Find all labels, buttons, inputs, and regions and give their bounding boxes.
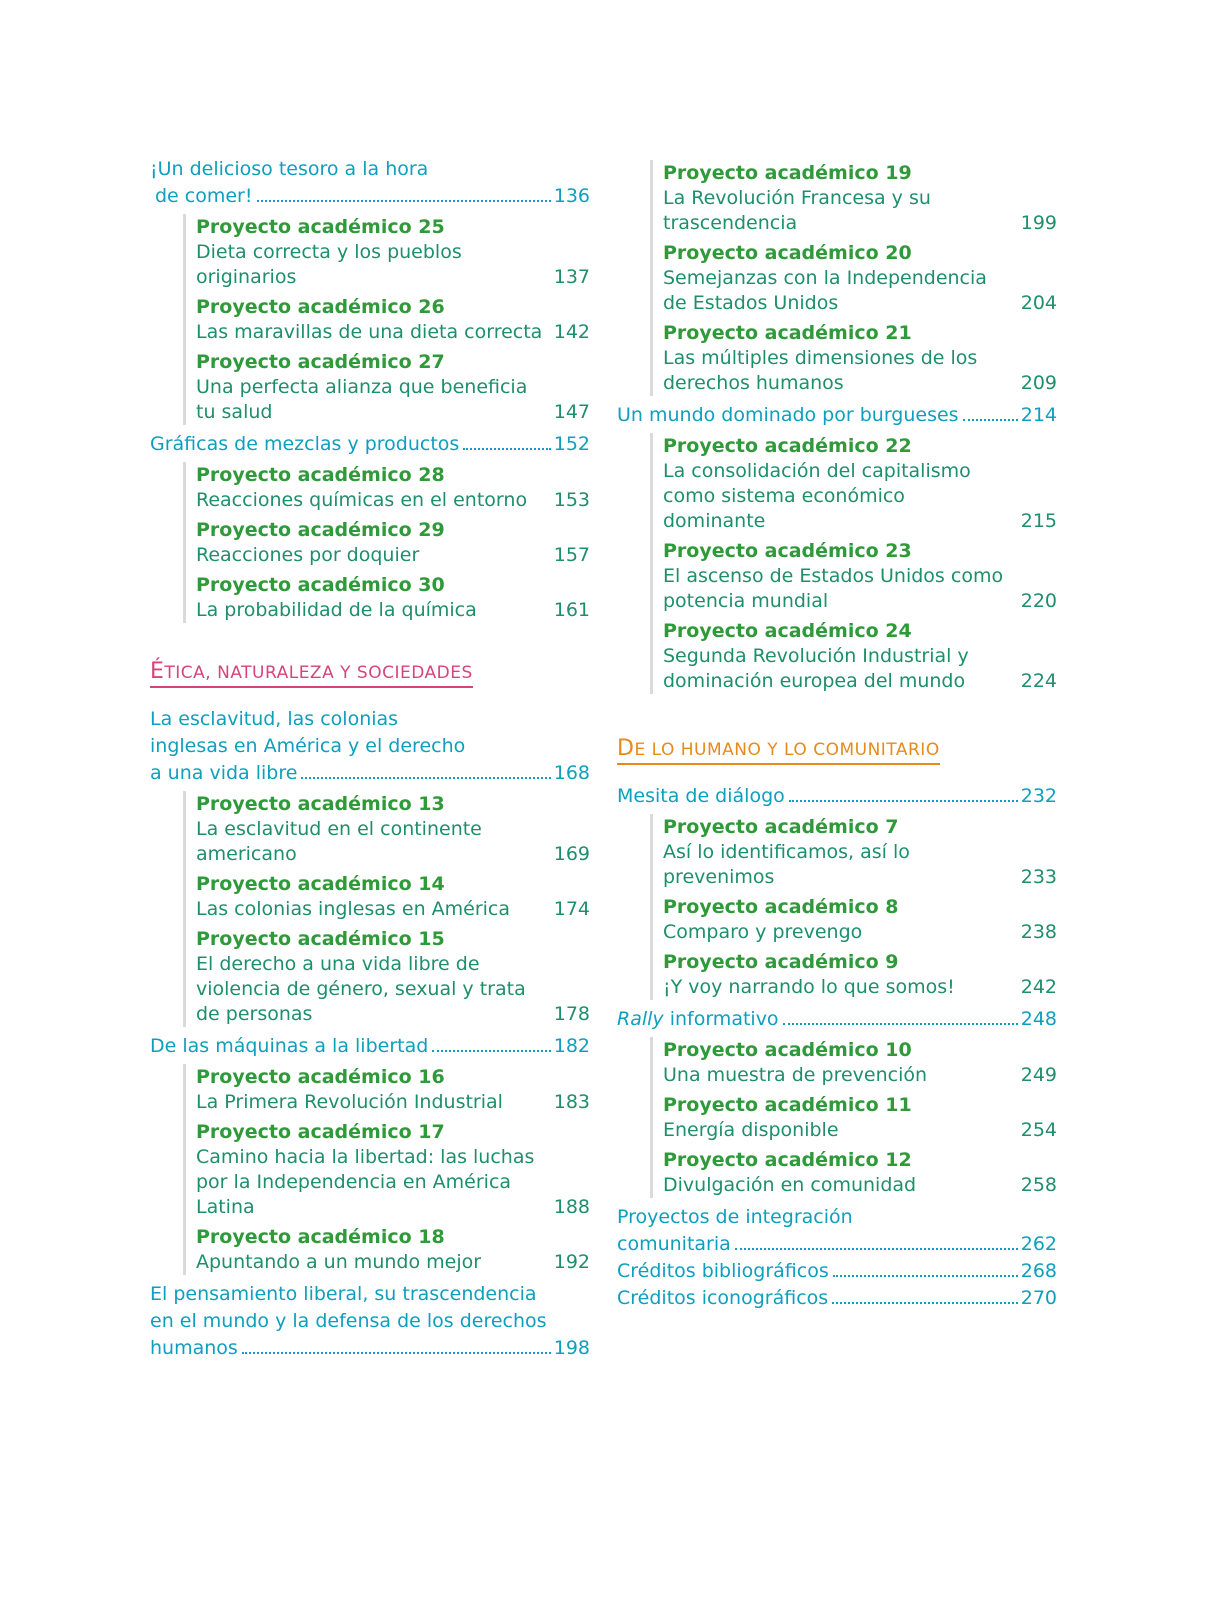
- project-label: Proyecto académico 26: [196, 296, 445, 318]
- toc-entry-leader-line: [150, 183, 590, 210]
- project-title: La consolidación del capitalismo como sistema económico dominante: [663, 460, 971, 532]
- project-page: 169: [553, 843, 590, 865]
- toc-entry-title-text: humanos: [150, 1337, 238, 1359]
- project-label: Proyecto académico 29: [196, 519, 445, 541]
- dot-leader: [432, 1050, 550, 1052]
- project-label: Proyecto académico 20: [663, 242, 912, 264]
- toc-entry-line: La esclavitud, las colonias: [150, 708, 399, 730]
- project-item: [663, 644, 1057, 694]
- toc-entry-leader-line: [617, 1231, 1057, 1258]
- right-bottom-entries: [617, 783, 1057, 1312]
- project-item: [196, 897, 590, 922]
- project-page: 188: [553, 1196, 590, 1218]
- toc-entry-line: Proyectos de integración: [617, 1206, 853, 1228]
- project-item: [663, 266, 1057, 316]
- dot-leader: [783, 1023, 1018, 1025]
- toc-entry-title: [150, 183, 253, 210]
- project-item: [196, 598, 590, 623]
- project-item: [663, 1173, 1057, 1198]
- dot-leader: [833, 1275, 1018, 1277]
- project-item: [663, 1118, 1057, 1143]
- project-page: 204: [1020, 292, 1057, 314]
- project-title: Segunda Revolución Industrial y dominación europea del mundo: [663, 645, 969, 692]
- project-item: [196, 1090, 590, 1115]
- section-heading-rest: E LO HUMANO Y LO COMUNITARIO: [634, 740, 940, 760]
- toc-entry-leader-line: [150, 431, 590, 458]
- toc-entry-line: en el mundo y la defensa de los derechos: [150, 1310, 547, 1332]
- toc-entry-line: ¡Un delicioso tesoro a la hora: [150, 158, 429, 180]
- project-item: [196, 952, 590, 1027]
- dot-leader: [301, 777, 550, 779]
- project-page: 224: [1020, 670, 1057, 692]
- project-title: Las colonias inglesas en América: [196, 898, 511, 920]
- project-item: [196, 240, 590, 290]
- toc-entry: [617, 783, 1057, 1000]
- project-label: Proyecto académico 13: [196, 793, 445, 815]
- section-heading-initial: É: [150, 659, 165, 684]
- toc-entry-page: 136: [553, 185, 590, 207]
- project-label: Proyecto académico 15: [196, 928, 445, 950]
- toc-entry-title-text: de comer!: [155, 185, 253, 207]
- project-label: Proyecto académico 30: [196, 574, 445, 596]
- dot-leader: [735, 1248, 1018, 1250]
- dot-leader: [789, 800, 1018, 802]
- project-page: 242: [1020, 976, 1057, 998]
- toc-entry: [150, 156, 590, 425]
- project-item: [196, 817, 590, 867]
- toc-entry-leader-line: [150, 1335, 590, 1362]
- toc-entry-title-text: Créditos bibliográficos: [617, 1260, 829, 1282]
- project-page: 161: [553, 599, 590, 621]
- project-item: [196, 1250, 590, 1275]
- project-group: [183, 214, 590, 425]
- project-label: Proyecto académico 22: [663, 435, 912, 457]
- project-title: Las maravillas de una dieta correcta: [196, 321, 543, 343]
- project-title: Comparo y prevengo: [663, 921, 863, 943]
- project-title: Dieta correcta y los pueblos originarios: [196, 241, 462, 288]
- dot-leader: [257, 200, 551, 202]
- project-page: 137: [553, 266, 590, 288]
- project-title: Reacciones por doquier: [196, 544, 420, 566]
- section-heading-humano: [617, 736, 940, 765]
- toc-entry: [150, 706, 590, 1027]
- toc-entry-title: [150, 1335, 238, 1362]
- project-label: Proyecto académico 24: [663, 620, 912, 642]
- project-page: 178: [553, 1003, 590, 1025]
- toc-entry: [150, 431, 590, 623]
- project-label: Proyecto académico 28: [196, 464, 445, 486]
- project-title: Una muestra de prevención: [663, 1064, 928, 1086]
- project-title: Energía disponible: [663, 1119, 839, 1141]
- toc-entry: [617, 1258, 1057, 1285]
- project-title: Divulgación en comunidad: [663, 1174, 917, 1196]
- toc-entry-title-text: a una vida libre: [150, 762, 298, 784]
- project-title: ¡Y voy narrando lo que somos!: [663, 976, 955, 998]
- project-page: 258: [1020, 1174, 1057, 1196]
- section-heading-initial: D: [617, 736, 635, 761]
- toc-entry-title: [150, 760, 297, 787]
- project-page: 249: [1020, 1064, 1057, 1086]
- left-top-entries: [150, 156, 590, 623]
- project-item: [663, 840, 1057, 890]
- project-page: 220: [1020, 590, 1057, 612]
- toc-entry-leader-line: [617, 1258, 1057, 1285]
- project-title: Reacciones químicas en el entorno: [196, 489, 528, 511]
- toc-entry-page: 232: [1020, 785, 1057, 807]
- project-label: Proyecto académico 25: [196, 216, 445, 238]
- toc-entry-page: 268: [1020, 1260, 1057, 1282]
- project-page: 153: [553, 489, 590, 511]
- toc-entry-page: 168: [553, 762, 590, 784]
- toc-entry-page: 270: [1020, 1287, 1057, 1309]
- project-group: [183, 462, 590, 623]
- project-item: [196, 1145, 590, 1220]
- toc-entry-title-italic: Rally: [617, 1008, 664, 1030]
- toc-entry-title-text: comunitaria: [617, 1233, 731, 1255]
- project-title: El derecho a una vida libre de violencia de género, sexual y trata de personas: [196, 953, 526, 1025]
- project-page: 233: [1020, 866, 1057, 888]
- toc-entry-title: [617, 1258, 829, 1285]
- project-label: Proyecto académico 19: [663, 162, 912, 184]
- project-label: Proyecto académico 21: [663, 322, 912, 344]
- project-label: Proyecto académico 17: [196, 1121, 445, 1143]
- section-heading-rest: TICA, NATURALEZA Y SOCIEDADES: [164, 663, 473, 683]
- toc-entry-line: El pensamiento liberal, su trascendencia: [150, 1283, 537, 1305]
- toc-entry-title-text: Gráficas de mezclas y productos: [150, 433, 460, 455]
- project-label: Proyecto académico 16: [196, 1066, 445, 1088]
- project-group: [650, 814, 1057, 1000]
- project-page: 157: [553, 544, 590, 566]
- toc-entry-title: [150, 431, 459, 458]
- project-label: Proyecto académico 10: [663, 1039, 912, 1061]
- toc-entry-title: [617, 402, 959, 429]
- project-label: Proyecto académico 23: [663, 540, 912, 562]
- project-label: Proyecto académico 9: [663, 951, 899, 973]
- project-label: Proyecto académico 18: [196, 1226, 445, 1248]
- dot-leader: [963, 419, 1018, 421]
- toc-entry-title: [617, 783, 785, 810]
- project-label: Proyecto académico 14: [196, 873, 445, 895]
- project-page: 215: [1020, 510, 1057, 532]
- project-item: [196, 543, 590, 568]
- toc-entry: [617, 1285, 1057, 1312]
- project-item: [663, 1063, 1057, 1088]
- project-page: 142: [553, 321, 590, 343]
- project-title: La esclavitud en el continente americano: [196, 818, 482, 865]
- project-title: El ascenso de Estados Unidos como potencia mundial: [663, 565, 1004, 612]
- toc-entry-title-text: Un mundo dominado por burgueses: [617, 404, 959, 426]
- toc-entry-title-text: informativo: [663, 1008, 779, 1030]
- project-item: [663, 459, 1057, 534]
- left-column: [150, 156, 590, 1362]
- right-top-entries: [617, 160, 1057, 694]
- project-page: 254: [1020, 1119, 1057, 1141]
- project-title: Camino hacia la libertad: las luchas por la Independencia en América Latina: [196, 1146, 535, 1218]
- toc-entry: [617, 402, 1057, 694]
- toc-entry: [150, 1281, 590, 1362]
- toc-entry-page: 214: [1020, 404, 1057, 426]
- project-page: 183: [553, 1091, 590, 1113]
- project-title: Apuntando a un mundo mejor: [196, 1251, 482, 1273]
- toc-entry-page: 182: [553, 1035, 590, 1057]
- project-title: La probabilidad de la química: [196, 599, 477, 621]
- project-title: La Primera Revolución Industrial: [196, 1091, 503, 1113]
- project-label: Proyecto académico 7: [663, 816, 899, 838]
- toc-entry: [617, 1006, 1057, 1198]
- project-title: Las múltiples dimensiones de los derechos humanos: [663, 347, 978, 394]
- toc-entry-page: 152: [553, 433, 590, 455]
- project-group: [650, 1037, 1057, 1198]
- project-page: 238: [1020, 921, 1057, 943]
- toc-entry-title: [150, 1033, 428, 1060]
- toc-entry-title-text: Mesita de diálogo: [617, 785, 785, 807]
- project-page: 209: [1020, 372, 1057, 394]
- toc-entry-page: 198: [553, 1337, 590, 1359]
- toc-entry: [617, 160, 1057, 396]
- toc-entry: [617, 1204, 1057, 1258]
- project-item: [663, 564, 1057, 614]
- toc-entry-leader-line: [617, 783, 1057, 810]
- toc-entry-title-text: Créditos iconográficos: [617, 1287, 829, 1309]
- toc-entry-page: 248: [1020, 1008, 1057, 1030]
- project-item: [663, 975, 1057, 1000]
- toc-entry-title: [617, 1006, 779, 1033]
- project-item: [196, 375, 590, 425]
- project-page: 192: [553, 1251, 590, 1273]
- project-page: 147: [553, 401, 590, 423]
- right-column: [617, 156, 1057, 1312]
- project-title: Una perfecta alianza que beneficia tu salud: [196, 376, 528, 423]
- project-label: Proyecto académico 8: [663, 896, 899, 918]
- toc-entry: [150, 1033, 590, 1275]
- section-heading-etica: [150, 659, 473, 688]
- toc-entry-leader-line: [150, 760, 590, 787]
- project-item: [663, 186, 1057, 236]
- project-item: [196, 320, 590, 345]
- project-label: Proyecto académico 11: [663, 1094, 912, 1116]
- toc-entry-leader-line: [617, 1285, 1057, 1312]
- project-item: [663, 346, 1057, 396]
- toc-entry-title: [617, 1231, 731, 1258]
- toc-entry-title-text: De las máquinas a la libertad: [150, 1035, 429, 1057]
- toc-entry-title: [617, 1285, 828, 1312]
- project-page: 174: [553, 898, 590, 920]
- project-title: Así lo identificamos, así lo prevenimos: [663, 841, 910, 888]
- toc-entry-page: 262: [1020, 1233, 1057, 1255]
- project-title: La Revolución Francesa y su trascendencia: [663, 187, 931, 234]
- project-page: 199: [1020, 212, 1057, 234]
- toc-entry-leader-line: [617, 402, 1057, 429]
- project-group: [183, 791, 590, 1027]
- project-item: [196, 488, 590, 513]
- dot-leader: [242, 1352, 551, 1354]
- project-group: [650, 433, 1057, 694]
- project-label: Proyecto académico 12: [663, 1149, 912, 1171]
- toc-entry-line: inglesas en América y el derecho: [150, 735, 466, 757]
- project-group: [650, 160, 1057, 396]
- dot-leader: [832, 1302, 1018, 1304]
- project-item: [663, 920, 1057, 945]
- left-bottom-entries: [150, 706, 590, 1362]
- project-group: [183, 1064, 590, 1275]
- project-label: Proyecto académico 27: [196, 351, 445, 373]
- dot-leader: [463, 448, 550, 450]
- project-title: Semejanzas con la Independencia de Estados Unidos: [663, 267, 987, 314]
- toc-entry-leader-line: [150, 1033, 590, 1060]
- toc-entry-leader-line: [617, 1006, 1057, 1033]
